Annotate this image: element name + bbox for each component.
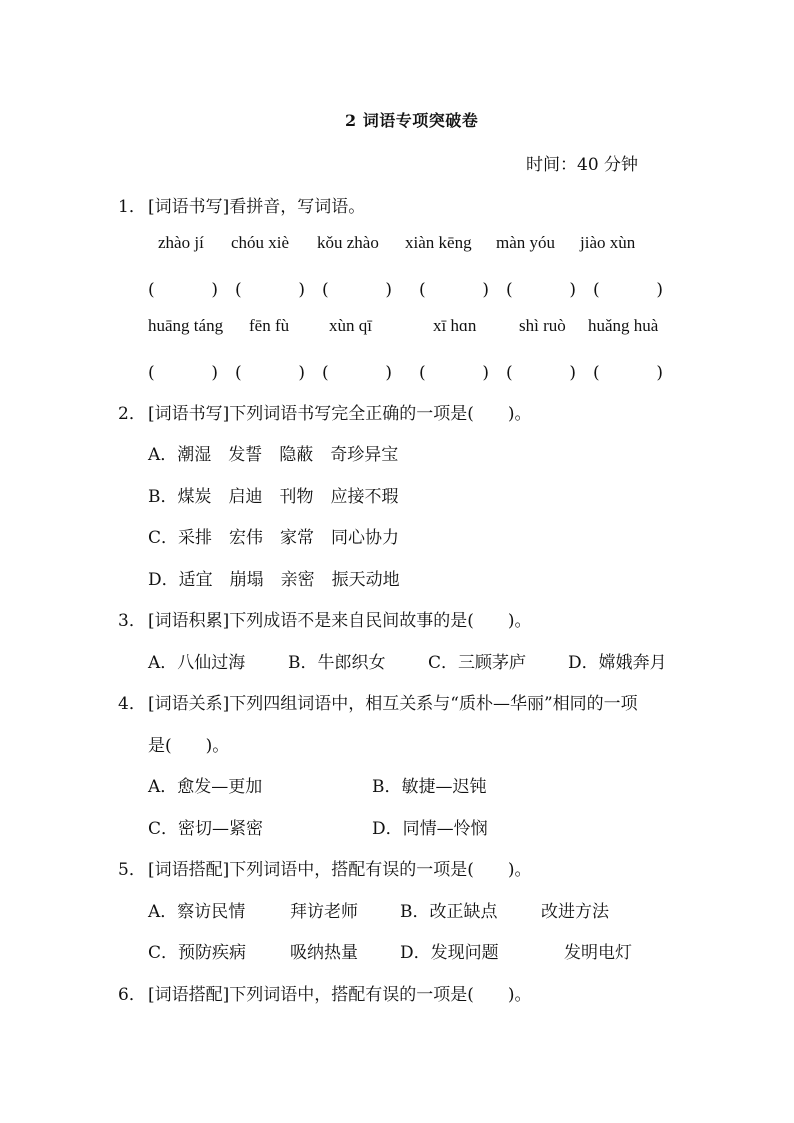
question-3-number: 3． bbox=[118, 611, 146, 631]
pinyin-item: màn yóu bbox=[496, 233, 556, 252]
pinyin-item: huǎng huà bbox=[588, 316, 659, 335]
answer-blank[interactable]: ( ) bbox=[148, 363, 218, 383]
answer-blank[interactable]: ( ) bbox=[506, 363, 576, 383]
option-a[interactable]: A．八仙过海 bbox=[148, 653, 246, 673]
option-d[interactable]: D．发现问题 bbox=[400, 943, 499, 963]
time-limit: 时间：40 分钟 bbox=[526, 155, 639, 175]
answer-blank[interactable]: ( ) bbox=[593, 280, 663, 300]
page-title: 2 词语专项突破卷 bbox=[345, 111, 479, 130]
option-b[interactable]: B．敏捷—迟钝 bbox=[372, 777, 487, 797]
question-5-number: 5． bbox=[118, 860, 146, 880]
pinyin-item: fēn fù bbox=[249, 316, 290, 335]
question-5-stem: [词语搭配]下列词语中，搭配有误的一项是( )。 bbox=[148, 860, 532, 880]
option-b[interactable]: B．牛郎织女 bbox=[288, 653, 386, 673]
pinyin-item: xùn qī bbox=[329, 316, 372, 335]
pinyin-item: zhào jí bbox=[158, 233, 204, 252]
question-2-number: 2． bbox=[118, 404, 146, 424]
pinyin-item: xī hɑn bbox=[433, 316, 477, 335]
option-c[interactable]: C．预防疾病 bbox=[148, 943, 247, 963]
question-3-stem: [词语积累]下列成语不是来自民间故事的是( )。 bbox=[148, 611, 532, 631]
option-a[interactable]: A．愈发—更加 bbox=[148, 777, 263, 797]
question-1-stem: [词语书写]看拼音，写词语。 bbox=[148, 197, 366, 217]
question-4-stem: [词语关系]下列四组词语中，相互关系与“质朴—华丽”相同的一项 bbox=[148, 694, 638, 714]
pinyin-item: xiàn kēng bbox=[405, 233, 472, 252]
option-b-second-phrase: 改进方法 bbox=[541, 902, 609, 922]
question-2-stem: [词语书写]下列词语书写完全正确的一项是( )。 bbox=[148, 404, 532, 424]
question-6-number: 6． bbox=[118, 985, 146, 1005]
option-d-second-phrase: 发明电灯 bbox=[564, 943, 632, 963]
option-d[interactable]: D．嫦娥奔月 bbox=[568, 653, 667, 673]
option-c[interactable]: C．三顾茅庐 bbox=[428, 653, 527, 673]
answer-blank[interactable]: ( ) bbox=[235, 280, 305, 300]
option-b[interactable]: B．改正缺点 bbox=[400, 902, 498, 922]
answer-blank[interactable]: ( ) bbox=[419, 280, 489, 300]
question-4-stem-continued: 是( )。 bbox=[148, 736, 230, 756]
pinyin-item: jiào xùn bbox=[580, 233, 636, 252]
option-d[interactable]: D．适宜 崩塌 亲密 振天动地 bbox=[148, 570, 400, 590]
question-4-number: 4． bbox=[118, 694, 146, 714]
answer-blank[interactable]: ( ) bbox=[148, 280, 218, 300]
answer-blank[interactable]: ( ) bbox=[419, 363, 489, 383]
answer-blank[interactable]: ( ) bbox=[235, 363, 305, 383]
option-c-second-phrase: 吸纳热量 bbox=[290, 943, 358, 963]
pinyin-item: huāng táng bbox=[148, 316, 224, 335]
option-a-second-phrase: 拜访老师 bbox=[290, 902, 358, 922]
question-6-stem: [词语搭配]下列词语中，搭配有误的一项是( )。 bbox=[148, 985, 532, 1005]
option-a[interactable]: A．潮湿 发誓 隐蔽 奇珍异宝 bbox=[148, 445, 399, 465]
question-1-number: 1． bbox=[118, 197, 146, 217]
answer-blank[interactable]: ( ) bbox=[593, 363, 663, 383]
pinyin-item: shì ruò bbox=[519, 316, 566, 335]
option-d[interactable]: D．同情—怜悯 bbox=[372, 819, 488, 839]
pinyin-item: chóu xiè bbox=[231, 233, 290, 252]
answer-blank[interactable]: ( ) bbox=[506, 280, 576, 300]
answer-blank[interactable]: ( ) bbox=[322, 363, 392, 383]
option-b[interactable]: B．煤炭 启迪 刊物 应接不瑕 bbox=[148, 487, 399, 507]
answer-blank[interactable]: ( ) bbox=[322, 280, 392, 300]
pinyin-item: kǒu zhào bbox=[317, 233, 379, 252]
option-c[interactable]: C．密切—紧密 bbox=[148, 819, 264, 839]
option-c[interactable]: C．采排 宏伟 家常 同心协力 bbox=[148, 528, 400, 548]
option-a[interactable]: A．察访民情 bbox=[148, 902, 246, 922]
